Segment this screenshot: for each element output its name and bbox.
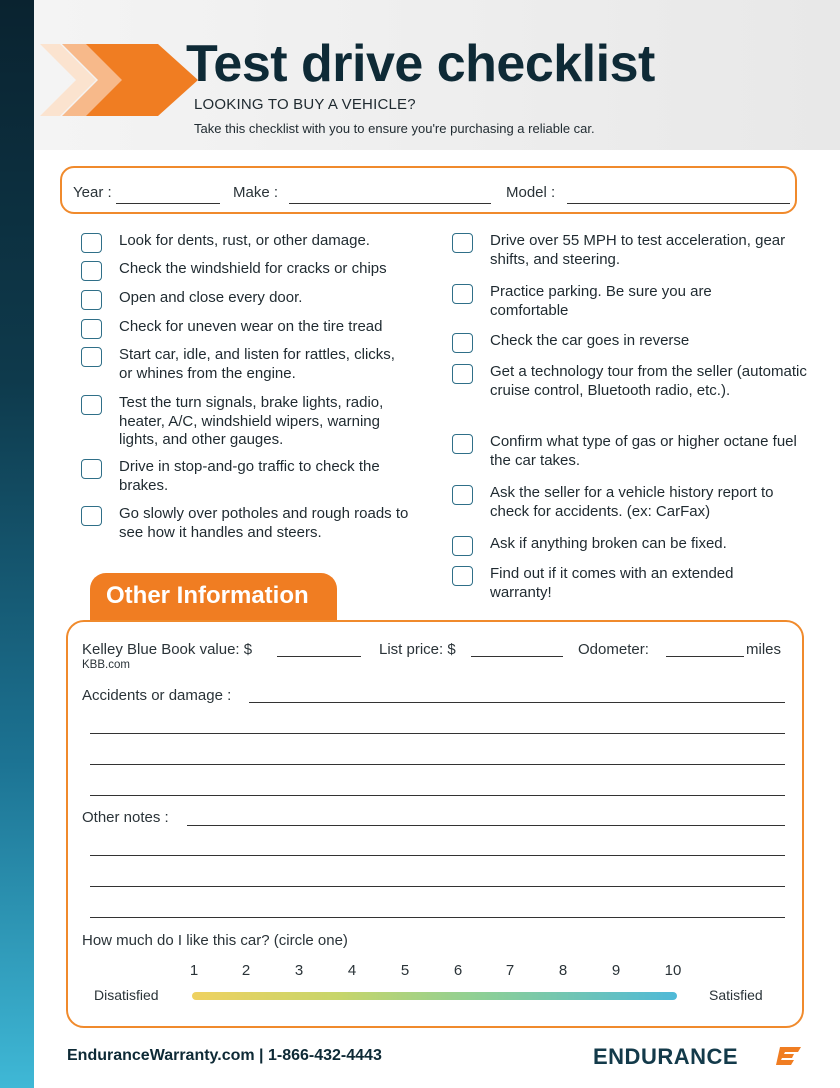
accidents-line[interactable] [90, 764, 785, 765]
year-field[interactable] [116, 203, 220, 204]
rating-option[interactable]: 3 [294, 962, 304, 979]
checkbox[interactable] [452, 566, 473, 586]
rating-option[interactable]: 4 [347, 962, 357, 979]
kbb-site: KBB.com [82, 659, 130, 671]
brand-logo-icon [776, 1046, 802, 1066]
checklist-item-label: Open and close every door. [119, 289, 303, 306]
list-price-field[interactable] [471, 656, 563, 657]
page-subtitle: LOOKING TO BUY A VEHICLE? [194, 96, 416, 113]
notes-field[interactable] [187, 825, 785, 826]
year-label: Year : [73, 184, 112, 201]
checklist-item-label: Test the turn signals, brake lights, radio, heater, A/C, windshield wipers, warning lights, and other gauges. [119, 394, 384, 448]
checkbox[interactable] [81, 290, 102, 310]
page-title: Test drive checklist [186, 35, 655, 93]
checkbox[interactable] [81, 233, 102, 253]
checkbox[interactable] [81, 395, 102, 415]
chevron-logo-icon [40, 40, 200, 120]
checklist-item-label: Ask if anything broken can be fixed. [490, 535, 727, 552]
rating-option[interactable]: 8 [558, 962, 568, 979]
notes-line[interactable] [90, 855, 785, 856]
checkbox[interactable] [81, 347, 102, 367]
checklist-item-label: Drive over 55 MPH to test acceleration, gear shifts, and steering. [490, 232, 786, 268]
model-label: Model : [506, 184, 556, 201]
kbb-label: Kelley Blue Book value: $ [82, 641, 253, 658]
checkbox[interactable] [452, 233, 473, 253]
rating-option[interactable]: 1 [189, 962, 199, 979]
rating-question: How much do I like this car? (circle one) [82, 932, 348, 949]
odometer-label: Odometer: [578, 641, 649, 658]
rating-option[interactable]: 7 [505, 962, 515, 979]
notes-line[interactable] [90, 917, 785, 918]
checklist-item-label: Ask the seller for a vehicle history report to check for accidents. (ex: CarFax) [490, 484, 774, 520]
rating-option[interactable]: 10 [664, 962, 682, 979]
checklist-item-label: Look for dents, rust, or other damage. [119, 232, 370, 249]
intro-text: Take this checklist with you to ensure you're purchasing a reliable car. [194, 121, 595, 136]
checklist-item-label: Drive in stop-and-go traffic to check the brakes. [119, 458, 380, 494]
checklist-item-label: Confirm what type of gas or higher octane fuel the car takes. [490, 433, 797, 469]
make-label: Make : [233, 184, 279, 201]
checkbox[interactable] [81, 506, 102, 526]
brand-wordmark: ENDURANCE [593, 1044, 739, 1069]
rating-scale-bar [192, 992, 677, 1000]
kbb-value-field[interactable] [277, 656, 361, 657]
checkbox[interactable] [452, 333, 473, 353]
rating-option[interactable]: 6 [453, 962, 463, 979]
accidents-label: Accidents or damage : [82, 687, 232, 704]
accidents-line[interactable] [90, 795, 785, 796]
checkbox[interactable] [452, 284, 473, 304]
make-field[interactable] [289, 203, 491, 204]
odometer-field[interactable] [666, 656, 744, 657]
other-info-heading: Other Information [106, 582, 309, 609]
notes-line[interactable] [90, 886, 785, 887]
checklist-item-label: Check the windshield for cracks or chips [119, 260, 387, 277]
checklist-item-label: Start car, idle, and listen for rattles, clicks, or whines from the engine. [119, 346, 395, 382]
accidents-field[interactable] [249, 702, 785, 703]
rating-option[interactable]: 9 [611, 962, 621, 979]
accidents-line[interactable] [90, 733, 785, 734]
model-field[interactable] [567, 203, 790, 204]
checklist-item-label: Find out if it comes with an extended warranty! [490, 565, 734, 601]
side-gradient-bar [0, 0, 34, 1088]
checklist-item-label: Check the car goes in reverse [490, 332, 690, 349]
vehicle-info-box [60, 166, 797, 214]
checklist-item-label: Check for uneven wear on the tire tread [119, 318, 383, 335]
scale-low-label: Disatisfied [94, 987, 159, 1003]
checkbox[interactable] [452, 434, 473, 454]
checkbox[interactable] [452, 485, 473, 505]
rating-option[interactable]: 2 [241, 962, 251, 979]
checkbox[interactable] [452, 364, 473, 384]
checkbox[interactable] [81, 319, 102, 339]
checklist-item-label: Go slowly over potholes and rough roads to see how it handles and steers. [119, 505, 409, 541]
checkbox[interactable] [81, 261, 102, 281]
rating-option[interactable]: 5 [400, 962, 410, 979]
checklist-item-label: Get a technology tour from the seller (automatic cruise control, Bluetooth radio, etc.). [490, 363, 807, 399]
scale-high-label: Satisfied [709, 987, 763, 1003]
miles-label: miles [746, 641, 782, 658]
notes-label: Other notes : [82, 809, 169, 826]
checklist-item-label: Practice parking. Be sure you are comfortable [490, 283, 712, 319]
footer-contact: EnduranceWarranty.com | 1-866-432-4443 [67, 1047, 382, 1064]
other-info-box [66, 620, 804, 1028]
checkbox[interactable] [452, 536, 473, 556]
checkbox[interactable] [81, 459, 102, 479]
list-price-label: List price: $ [379, 641, 456, 658]
